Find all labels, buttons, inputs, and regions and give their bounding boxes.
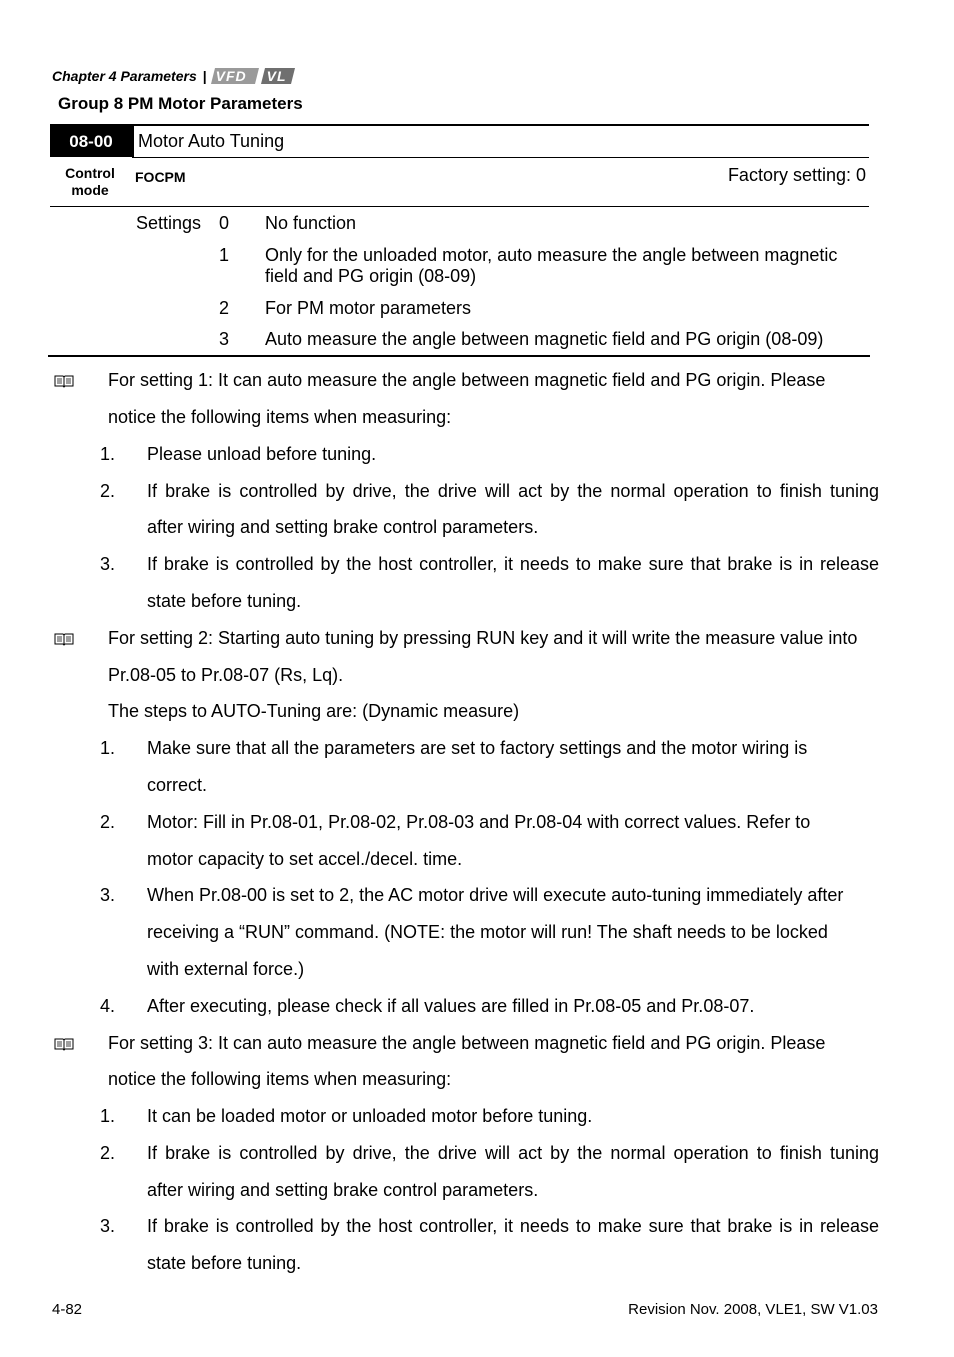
list-number: 2.: [100, 481, 116, 501]
list-item-continued: with external force.): [147, 959, 305, 979]
list-item-continued: state before tuning.: [147, 591, 302, 611]
list-number: 2.: [100, 812, 116, 832]
param-name: Motor Auto Tuning: [138, 131, 285, 151]
vfd-vl-logo: VFD VL: [213, 68, 295, 84]
setting-value: 1: [219, 245, 230, 265]
book-icon: [54, 374, 74, 388]
list-item-continued: motor capacity to set accel./decel. time.: [147, 849, 463, 869]
param-divider: [132, 126, 134, 157]
list-number: 3.: [100, 1216, 116, 1236]
note-text: Pr.08-05 to Pr.08-07 (Rs, Lq).: [108, 665, 344, 685]
list-number: 4.: [100, 996, 116, 1016]
book-icon: [54, 1037, 74, 1051]
list-item: Please unload before tuning.: [147, 444, 377, 464]
param-code-badge: 08-00: [50, 126, 132, 157]
setting-desc: For PM motor parameters: [265, 298, 472, 318]
param-name-rule: [132, 157, 869, 158]
list-item-continued: after wiring and setting brake control parameters.: [147, 517, 539, 537]
list-item: If brake is controlled by drive, the drive will act by the normal operation to finish tuning: [147, 481, 879, 501]
control-mode-rule: [50, 206, 869, 207]
chapter-header: [52, 68, 295, 84]
table-bottom-rule: [48, 355, 870, 357]
note-text: The steps to AUTO-Tuning are: (Dynamic measure): [108, 701, 520, 721]
list-number: 3.: [100, 885, 116, 905]
list-number: 1.: [100, 1106, 116, 1126]
header-separator: |: [202, 68, 207, 84]
revision-info: Revision Nov. 2008, VLE1, SW V1.03: [628, 1301, 878, 1318]
list-item: Motor: Fill in Pr.08-01, Pr.08-02, Pr.08-03 and Pr.08-04 with correct values. Refer to: [147, 812, 811, 832]
book-icon: [54, 632, 74, 646]
note-text: notice the following items when measuring:: [108, 1069, 452, 1089]
list-item: If brake is controlled by the host controller, it needs to make sure that brake is in release: [147, 1216, 879, 1236]
list-item-continued: state before tuning.: [147, 1253, 302, 1273]
list-item: If brake is controlled by drive, the drive will act by the normal operation to finish tuning: [147, 1143, 879, 1163]
setting-desc: Only for the unloaded motor, auto measure the angle between magnetic field and PG origin (08-09): [265, 245, 838, 286]
list-number: 2.: [100, 1143, 116, 1163]
setting-desc: Auto measure the angle between magnetic field and PG origin (08-09): [265, 329, 824, 349]
control-mode-label: Control mode: [65, 165, 115, 198]
note-text: For setting 2: Starting auto tuning by pressing RUN key and it will write the measure value into: [108, 628, 858, 648]
settings-label: Settings: [136, 213, 202, 233]
note-text: For setting 1: It can auto measure the angle between magnetic field and PG origin. Please: [108, 370, 826, 390]
list-item-continued: after wiring and setting brake control parameters.: [147, 1180, 539, 1200]
setting-value: 3: [219, 329, 230, 349]
list-number: 1.: [100, 444, 116, 464]
setting-value: 2: [219, 298, 230, 318]
note-text: For setting 3: It can auto measure the angle between magnetic field and PG origin. Please: [108, 1033, 826, 1053]
group-title: Group 8 PM Motor Parameters: [58, 94, 303, 113]
list-item: If brake is controlled by the host controller, it needs to make sure that brake is in release: [147, 554, 879, 574]
table-top-rule: [50, 124, 869, 126]
note-text: notice the following items when measuring:: [108, 407, 452, 427]
list-item: When Pr.08-00 is set to 2, the AC motor drive will execute auto-tuning immediately after: [147, 885, 844, 905]
list-item: It can be loaded motor or unloaded motor before tuning.: [147, 1106, 593, 1126]
list-item-continued: correct.: [147, 775, 208, 795]
page-number: 4-82: [52, 1301, 83, 1318]
list-number: 1.: [100, 738, 116, 758]
control-mode-value: FOCPM: [135, 169, 186, 185]
list-item-continued: receiving a “RUN” command. (NOTE: the motor will run! The shaft needs to be locked: [147, 922, 828, 942]
setting-desc: No function: [265, 213, 357, 233]
list-number: 3.: [100, 554, 116, 574]
factory-setting: Factory setting: 0: [727, 165, 866, 185]
list-item: Make sure that all the parameters are set to factory settings and the motor wiring is: [147, 738, 808, 758]
list-item: After executing, please check if all values are filled in Pr.08-05 and Pr.08-07.: [147, 996, 755, 1016]
chapter-title: Chapter 4 Parameters: [52, 68, 197, 84]
setting-value: 0: [219, 213, 230, 233]
